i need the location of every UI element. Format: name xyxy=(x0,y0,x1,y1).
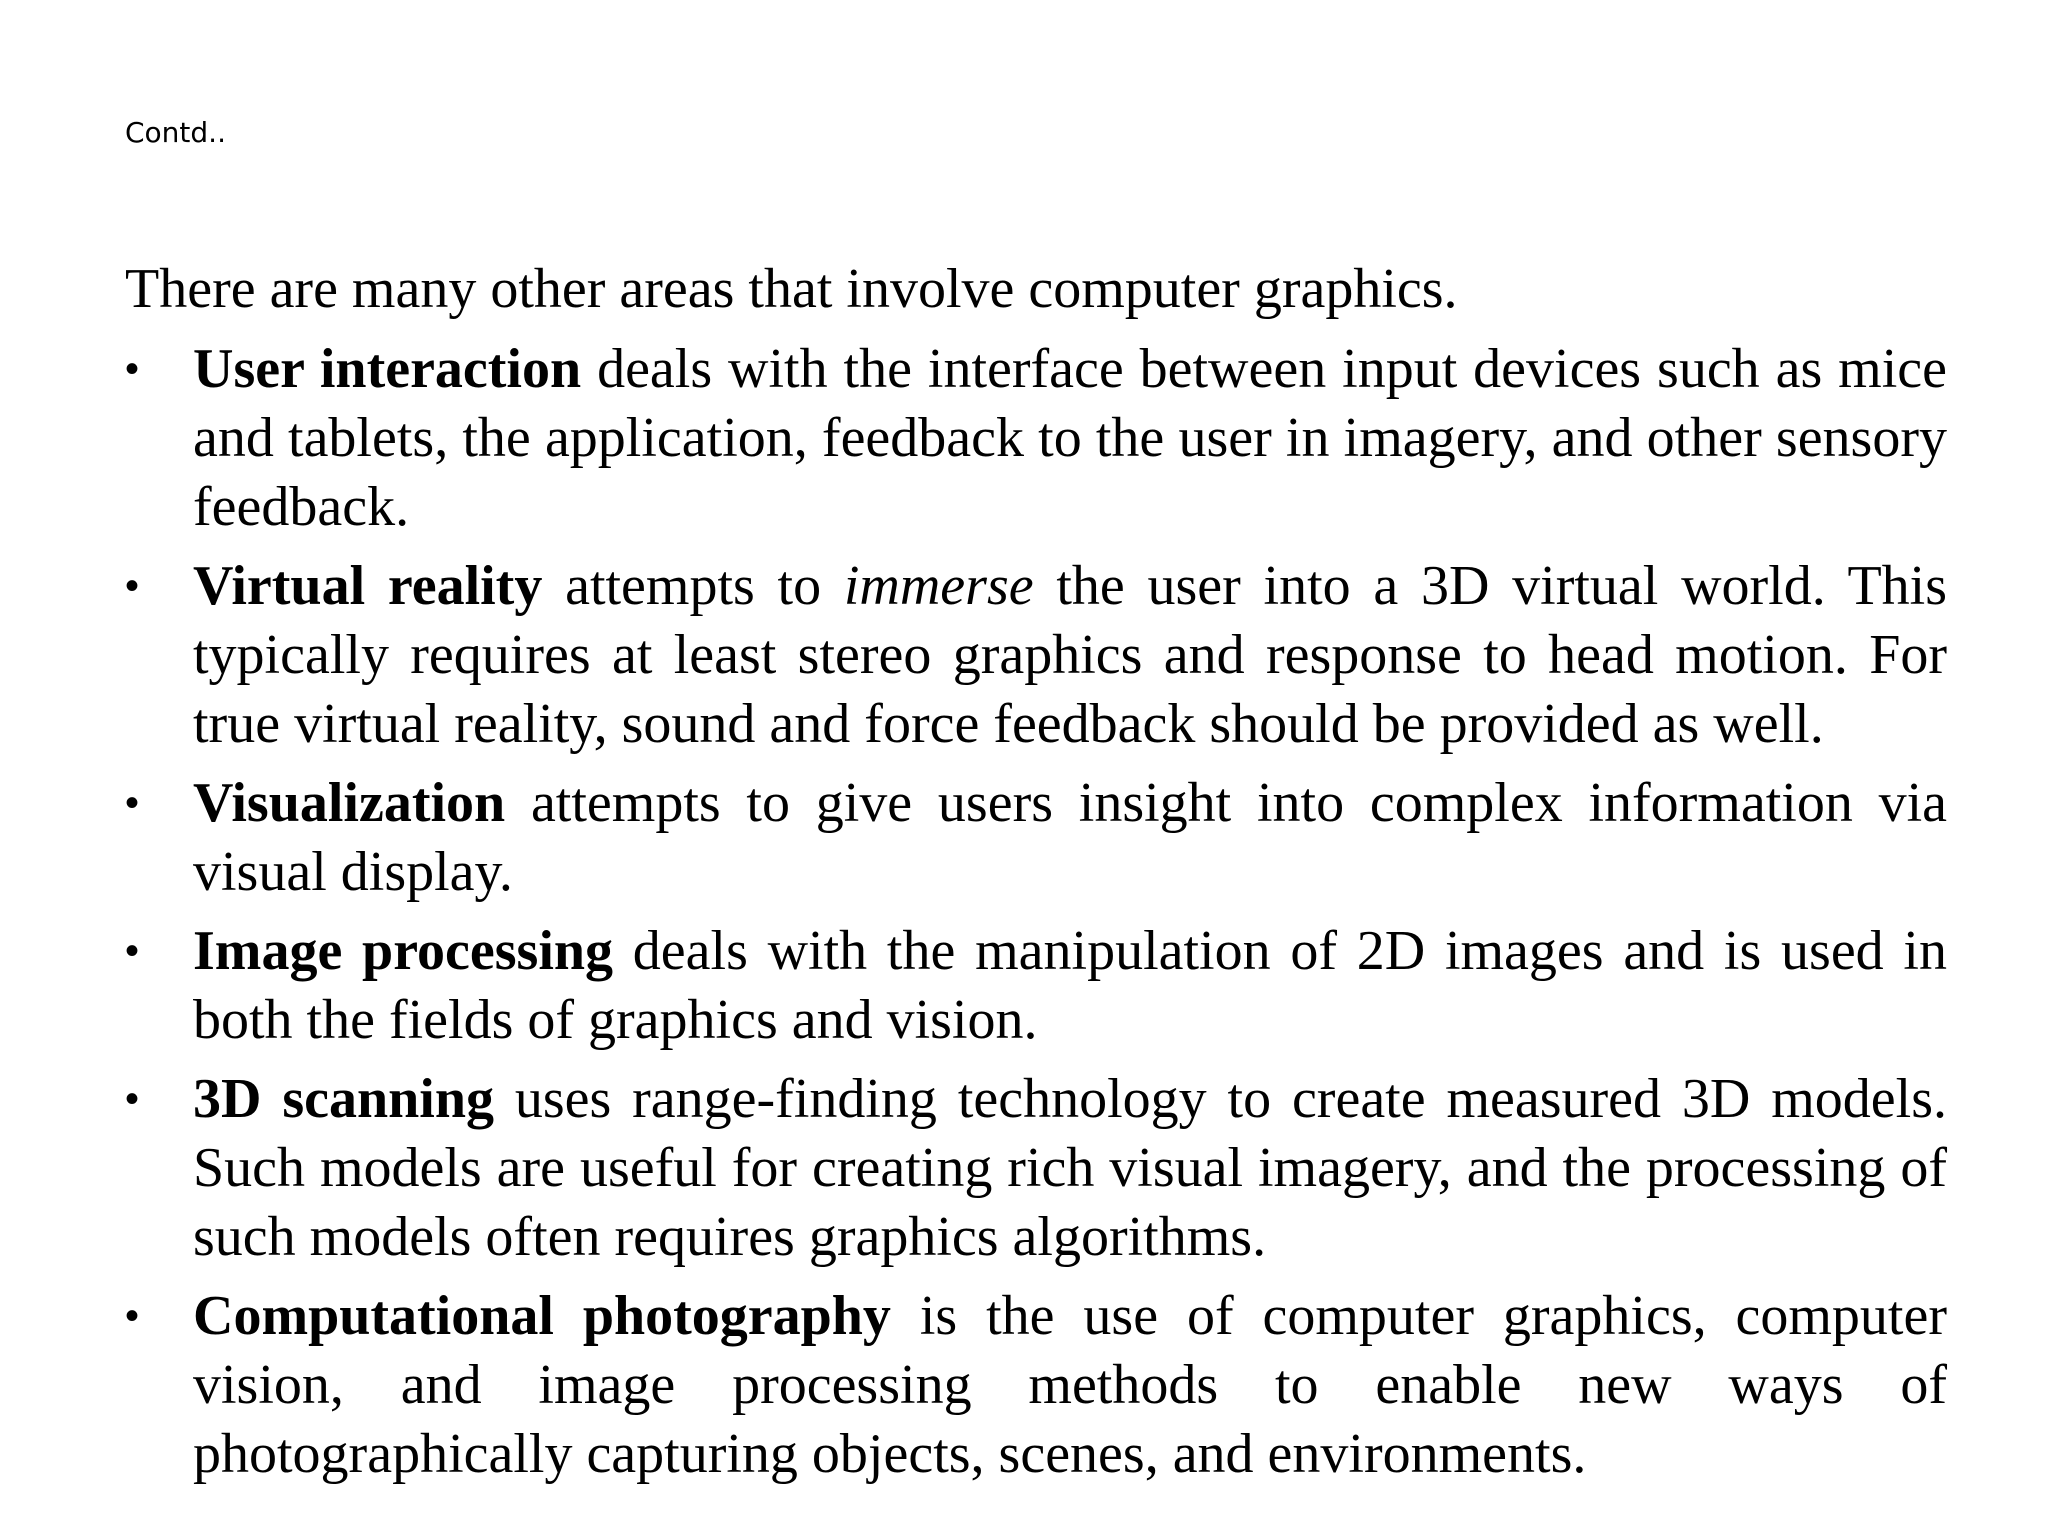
term-label: Virtual reality xyxy=(193,555,543,617)
slide-body xyxy=(125,255,1947,1499)
bullet-icon: • xyxy=(125,1077,140,1121)
bullet-icon: • xyxy=(125,564,140,608)
bullet-list xyxy=(125,335,1947,1489)
term-label: Image processing xyxy=(193,920,614,982)
item-text: attempts to xyxy=(542,555,844,617)
item-text: uses range-finding technology to create measured 3D models. Such models are useful for creating rich visual imagery, and the processing of such models often requires graphics algorithms. xyxy=(193,1068,1947,1268)
emphasis-text: immerse xyxy=(843,555,1034,617)
bullet-icon: • xyxy=(125,347,140,391)
term-label: User interaction xyxy=(193,338,582,400)
bullet-icon: • xyxy=(125,929,140,973)
term-label: Computational photography xyxy=(193,1285,891,1347)
list-item-visualization xyxy=(125,769,1947,907)
list-item-3d-scanning xyxy=(125,1065,1947,1272)
list-item-computational-photography xyxy=(125,1282,1947,1489)
term-label: Visualization xyxy=(193,772,506,834)
term-label: 3D scanning xyxy=(193,1068,494,1130)
item-text: deals with the interface between input devices such as mice and tablets, the application, feedback to the user in imagery, and other sensory feedback. xyxy=(193,338,1947,538)
slide-title: Contd.. xyxy=(125,116,226,149)
intro-sentence: There are many other areas that involve computer graphics. xyxy=(125,258,1458,320)
item-text: attempts to give users insight into complex information via visual display. xyxy=(193,772,1947,903)
item-text: is the use of computer graphics, computer vision, and image processing methods to enable new ways of photographically capturing objects, scenes, and environments. xyxy=(193,1285,1947,1485)
list-item-image-processing xyxy=(125,917,1947,1055)
item-text: deals with the manipulation of 2D images and is used in both the fields of graphics and vision. xyxy=(193,920,1947,1051)
list-item-virtual-reality xyxy=(125,552,1947,759)
item-text: the user into a 3D virtual world. This typically requires at least stereo graphics and response to head motion. For true virtual reality, sound and force feedback should be provided as well. xyxy=(193,555,1948,755)
bullet-icon: • xyxy=(125,1294,140,1338)
list-item-user-interaction xyxy=(125,335,1947,542)
bullet-icon: • xyxy=(125,781,140,825)
